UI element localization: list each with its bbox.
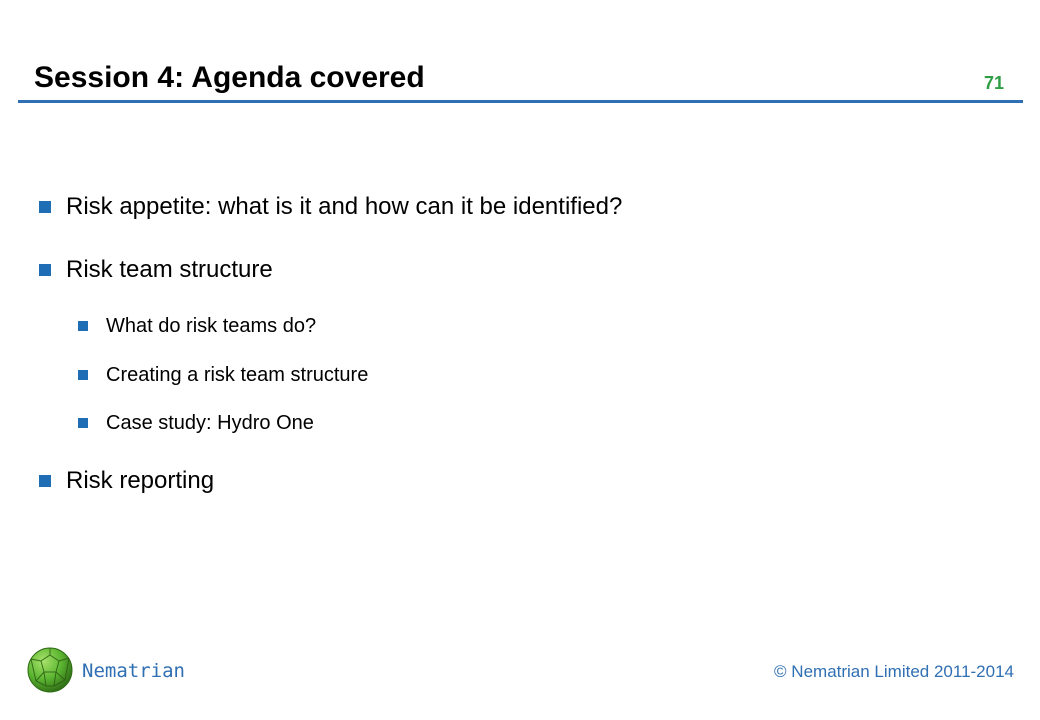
footer-copyright: © Nematrian Limited 2011-2014 [774, 662, 1014, 681]
slide-title: Session 4: Agenda covered [34, 61, 425, 94]
footer-brand-name: Nematrian [82, 660, 185, 682]
bullet-square-icon [39, 475, 51, 487]
subbullet-square-icon [78, 418, 88, 428]
subbullet-what-do-risk-teams-do [106, 313, 316, 339]
bullet-text: Risk appetite: what is it and how can it be identified? [66, 193, 623, 220]
title-divider [18, 100, 1023, 103]
bullet-square-icon [39, 201, 51, 213]
bullet-risk-appetite [66, 192, 622, 222]
bullet-square-icon [39, 264, 51, 276]
subbullet-square-icon [78, 370, 88, 380]
subbullet-text: Case study: Hydro One [106, 412, 314, 434]
bullet-text: Risk reporting [66, 467, 215, 494]
bullet-text: Risk team structure [66, 256, 273, 283]
subbullet-case-study [106, 410, 314, 436]
bullet-risk-team-structure [66, 255, 273, 285]
green-geodesic-sphere-icon [26, 646, 74, 694]
subbullet-text: Creating a risk team structure [106, 364, 369, 386]
bullet-risk-reporting [66, 466, 214, 496]
subbullet-text: What do risk teams do? [106, 315, 317, 337]
slide-number: 71 [984, 73, 1005, 93]
subbullet-square-icon [78, 321, 88, 331]
subbullet-creating-structure [106, 362, 368, 388]
